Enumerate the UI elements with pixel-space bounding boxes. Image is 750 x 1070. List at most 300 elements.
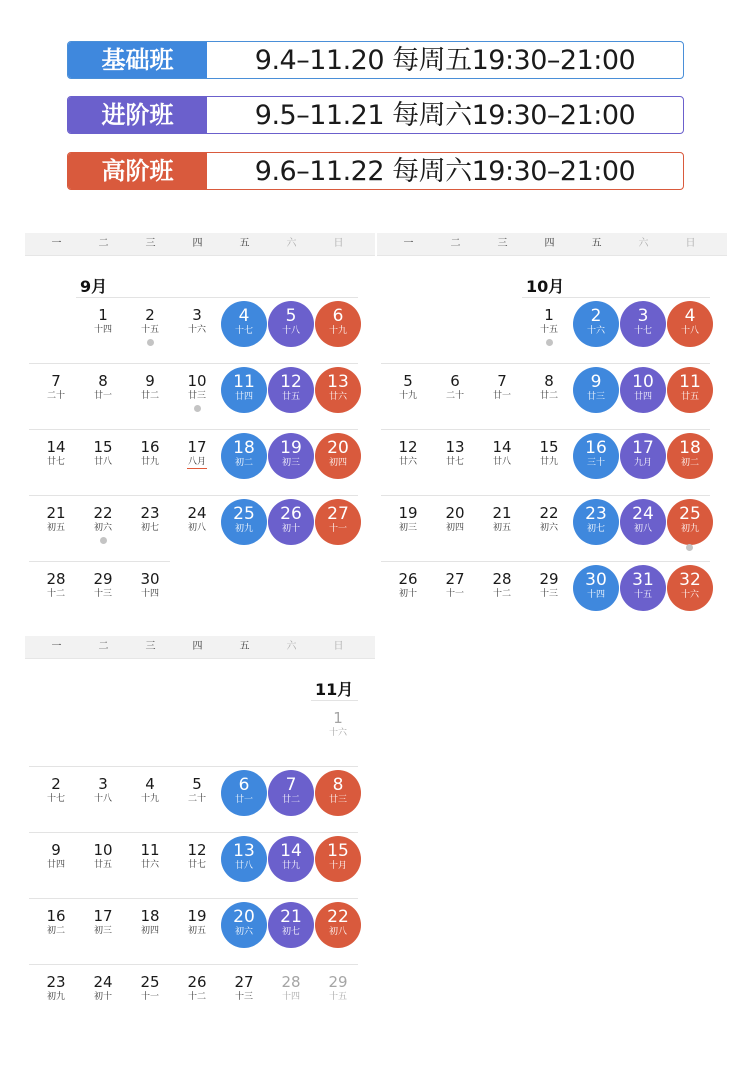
- month-label-october: 10月: [526, 277, 565, 296]
- lunar-date: 初四: [328, 458, 347, 468]
- day-number: 6: [238, 775, 250, 795]
- weekday-label: 一: [403, 238, 414, 249]
- calendar-day[interactable]: [432, 565, 478, 611]
- week-divider: [381, 363, 710, 364]
- calendar-november: [25, 636, 375, 1016]
- day-number: 14: [280, 841, 302, 861]
- day-number: 16: [46, 907, 66, 925]
- day-number: 19: [398, 504, 418, 522]
- day-number: 23: [140, 504, 160, 522]
- schedule-banner-expert: [67, 152, 684, 190]
- calendar-day[interactable]: [174, 301, 220, 347]
- lunar-date: 廿六: [140, 860, 159, 870]
- lunar-date: 十二: [46, 589, 65, 599]
- class-day-red[interactable]: [667, 499, 713, 545]
- day-number: 22: [539, 504, 559, 522]
- day-number: 26: [187, 973, 207, 991]
- calendar-day[interactable]: [315, 968, 361, 1014]
- lunar-date: 廿二: [539, 391, 558, 401]
- week-divider: [29, 561, 170, 562]
- day-number: 25: [233, 504, 255, 524]
- class-day-purple[interactable]: [620, 565, 666, 611]
- weekday-label: 五: [591, 238, 602, 249]
- weekday-label: 六: [286, 641, 297, 652]
- lunar-date: 十六: [187, 325, 206, 335]
- class-day-red[interactable]: [315, 367, 361, 413]
- calendar-day[interactable]: [221, 968, 267, 1014]
- day-number: 2: [145, 306, 155, 324]
- week-divider: [381, 429, 710, 430]
- class-day-blue[interactable]: [221, 499, 267, 545]
- day-number: 4: [238, 306, 250, 326]
- lunar-date: 十四: [140, 589, 159, 599]
- event-dot-icon: [100, 537, 107, 544]
- day-number: 18: [679, 438, 701, 458]
- week-divider: [29, 363, 358, 364]
- day-number: 10: [187, 372, 207, 390]
- week-divider: [29, 766, 358, 767]
- calendar-day[interactable]: [80, 367, 126, 413]
- calendar-day[interactable]: [127, 367, 173, 413]
- day-number: 9: [590, 372, 602, 392]
- day-number: 10: [632, 372, 654, 392]
- lunar-date: 初九: [234, 524, 253, 534]
- class-day-red[interactable]: [667, 367, 713, 413]
- calendar-day[interactable]: [127, 499, 173, 545]
- calendar-day[interactable]: [80, 565, 126, 611]
- calendar-day[interactable]: [33, 902, 79, 948]
- week-divider: [381, 561, 710, 562]
- calendar-september: [25, 233, 375, 603]
- class-day-purple[interactable]: [268, 836, 314, 882]
- week-divider: [29, 429, 358, 430]
- day-number: 17: [93, 907, 113, 925]
- class-day-purple[interactable]: [620, 367, 666, 413]
- class-day-purple[interactable]: [268, 902, 314, 948]
- day-number: 1: [333, 709, 343, 727]
- day-number: 19: [280, 438, 302, 458]
- week-divider: [29, 832, 358, 833]
- lunar-date: 廿四: [46, 860, 65, 870]
- lunar-date: 廿九: [140, 457, 159, 467]
- lunar-date: 十七: [46, 794, 65, 804]
- calendar-day[interactable]: [80, 433, 126, 479]
- day-number: 23: [585, 504, 607, 524]
- calendar-day[interactable]: [174, 499, 220, 545]
- calendar-day[interactable]: [385, 499, 431, 545]
- calendar-day[interactable]: [315, 704, 361, 750]
- day-number: 24: [93, 973, 113, 991]
- lunar-date: 十六: [586, 326, 605, 336]
- lunar-date: 十八: [680, 326, 699, 336]
- day-number: 24: [632, 504, 654, 524]
- event-dot-icon: [147, 339, 154, 346]
- class-day-purple[interactable]: [268, 301, 314, 347]
- calendar-day[interactable]: [127, 902, 173, 948]
- week-divider: [29, 898, 358, 899]
- day-number: 3: [192, 306, 202, 324]
- calendar-day[interactable]: [432, 433, 478, 479]
- day-number: 21: [280, 907, 302, 927]
- calendar-day[interactable]: [526, 301, 572, 347]
- day-number: 25: [140, 973, 160, 991]
- day-number: 14: [46, 438, 66, 456]
- day-number: 6: [450, 372, 460, 390]
- day-number: 10: [93, 841, 113, 859]
- calendar-day[interactable]: [526, 367, 572, 413]
- class-day-blue[interactable]: [221, 770, 267, 816]
- weekday-label: 六: [286, 238, 297, 249]
- calendar-day[interactable]: [526, 433, 572, 479]
- calendar-day[interactable]: [385, 433, 431, 479]
- weekday-header: [25, 233, 375, 256]
- calendar-day[interactable]: [80, 902, 126, 948]
- calendar-day[interactable]: [174, 836, 220, 882]
- day-number: 27: [327, 504, 349, 524]
- lunar-date: 廿七: [187, 860, 206, 870]
- lunar-date: 初七: [140, 523, 159, 533]
- lunar-date: 廿八: [234, 861, 253, 871]
- lunar-date: 廿八: [492, 457, 511, 467]
- day-number: 13: [445, 438, 465, 456]
- day-number: 25: [679, 504, 701, 524]
- day-number: 9: [145, 372, 155, 390]
- class-day-blue[interactable]: [573, 499, 619, 545]
- day-number: 5: [403, 372, 413, 390]
- day-number: 16: [585, 438, 607, 458]
- class-tag-basic: 基础班: [68, 42, 207, 78]
- calendar-day[interactable]: [174, 902, 220, 948]
- calendar-day[interactable]: [80, 301, 126, 347]
- day-number: 18: [233, 438, 255, 458]
- day-number: 12: [280, 372, 302, 392]
- lunar-date: 廿四: [234, 392, 253, 402]
- day-number: 11: [233, 372, 255, 392]
- lunar-date: 廿八: [93, 457, 112, 467]
- lunar-date: 廿四: [633, 392, 652, 402]
- lunar-date: 十六: [680, 590, 699, 600]
- day-number: 6: [332, 306, 344, 326]
- day-number: 7: [285, 775, 297, 795]
- day-number: 17: [187, 438, 207, 456]
- lunar-date: 初十: [281, 524, 300, 534]
- calendar-day[interactable]: [33, 770, 79, 816]
- calendar-day[interactable]: [127, 433, 173, 479]
- calendar-day[interactable]: [127, 836, 173, 882]
- class-day-blue[interactable]: [221, 433, 267, 479]
- lunar-date: 初十: [398, 589, 417, 599]
- lunar-date: 十三: [234, 992, 253, 1002]
- lunar-date: 廿一: [492, 391, 511, 401]
- class-day-blue[interactable]: [573, 301, 619, 347]
- class-day-blue[interactable]: [573, 565, 619, 611]
- weekday-label: 日: [333, 238, 344, 249]
- week-divider: [76, 297, 358, 298]
- class-day-red[interactable]: [667, 565, 713, 611]
- calendar-day[interactable]: [33, 433, 79, 479]
- day-number: 13: [233, 841, 255, 861]
- week-divider: [29, 964, 358, 965]
- lunar-date: 十月: [328, 861, 347, 871]
- class-day-red[interactable]: [315, 301, 361, 347]
- class-time-basic: 9.4–11.20 每周五19:30–21:00: [254, 45, 636, 76]
- class-day-red[interactable]: [667, 301, 713, 347]
- lunar-date: 初二: [234, 458, 253, 468]
- lunar-date: 十五: [539, 325, 558, 335]
- day-number: 28: [492, 570, 512, 588]
- week-divider: [522, 297, 710, 298]
- calendar-day[interactable]: [526, 499, 572, 545]
- day-number: 2: [590, 306, 602, 326]
- class-day-blue[interactable]: [221, 367, 267, 413]
- lunar-date: 九月: [633, 458, 652, 468]
- weekday-header: [377, 233, 727, 256]
- day-number: 30: [585, 570, 607, 590]
- day-number: 24: [187, 504, 207, 522]
- weekday-label: 三: [145, 238, 156, 249]
- lunar-date: 廿三: [328, 795, 347, 805]
- class-time-expert: 9.6–11.22 每周六19:30–21:00: [254, 156, 636, 187]
- calendar-day[interactable]: [432, 499, 478, 545]
- class-day-purple[interactable]: [620, 301, 666, 347]
- day-number: 27: [445, 570, 465, 588]
- day-number: 4: [145, 775, 155, 793]
- calendar-day[interactable]: [479, 565, 525, 611]
- day-number: 31: [632, 570, 654, 590]
- day-number: 2: [51, 775, 61, 793]
- day-number: 8: [544, 372, 554, 390]
- day-number: 15: [327, 841, 349, 861]
- calendar-day[interactable]: [526, 565, 572, 611]
- calendar-day[interactable]: [479, 367, 525, 413]
- calendar-day[interactable]: [385, 367, 431, 413]
- calendar-day[interactable]: [174, 433, 220, 479]
- lunar-date: 初四: [140, 926, 159, 936]
- calendar-day[interactable]: [80, 836, 126, 882]
- lunar-date: 初八: [633, 524, 652, 534]
- day-number: 22: [327, 907, 349, 927]
- day-number: 4: [684, 306, 696, 326]
- class-day-red[interactable]: [315, 836, 361, 882]
- class-day-red[interactable]: [315, 902, 361, 948]
- lunar-date: 十三: [539, 589, 558, 599]
- class-day-purple[interactable]: [268, 367, 314, 413]
- lunar-date: 初四: [445, 523, 464, 533]
- class-day-purple[interactable]: [268, 770, 314, 816]
- lunar-date: 十四: [586, 590, 605, 600]
- day-number: 14: [492, 438, 512, 456]
- class-day-purple[interactable]: [620, 433, 666, 479]
- calendar-day[interactable]: [33, 367, 79, 413]
- calendar-day[interactable]: [127, 301, 173, 347]
- week-divider: [29, 495, 358, 496]
- day-number: 20: [233, 907, 255, 927]
- class-day-red[interactable]: [315, 499, 361, 545]
- day-number: 1: [98, 306, 108, 324]
- lunar-date: 十七: [633, 326, 652, 336]
- lunar-date: 十六: [328, 728, 347, 738]
- calendar-day[interactable]: [432, 367, 478, 413]
- day-number: 3: [637, 306, 649, 326]
- lunar-date: 初三: [93, 926, 112, 936]
- lunar-date: 初七: [281, 927, 300, 937]
- class-day-red[interactable]: [667, 433, 713, 479]
- lunar-date: 初九: [680, 524, 699, 534]
- lunar-date: 初五: [46, 523, 65, 533]
- day-number: 18: [140, 907, 160, 925]
- day-number: 1: [544, 306, 554, 324]
- calendar-day[interactable]: [127, 968, 173, 1014]
- lunar-date: 廿三: [187, 391, 206, 401]
- calendar-day[interactable]: [33, 499, 79, 545]
- class-time-advanced: 9.5–11.21 每周六19:30–21:00: [254, 100, 636, 131]
- day-number: 23: [46, 973, 66, 991]
- lunar-date: 十九: [328, 326, 347, 336]
- class-day-purple[interactable]: [268, 499, 314, 545]
- lunar-date: 十五: [633, 590, 652, 600]
- lunar-date: 廿五: [281, 392, 300, 402]
- day-number: 11: [679, 372, 701, 392]
- schedule-banner-basic: [67, 41, 684, 79]
- class-day-purple[interactable]: [268, 433, 314, 479]
- lunar-date: 初二: [46, 926, 65, 936]
- day-number: 7: [497, 372, 507, 390]
- weekday-label: 一: [51, 641, 62, 652]
- weekday-label: 四: [192, 641, 203, 652]
- weekday-label: 三: [145, 641, 156, 652]
- lunar-date: 十二: [187, 992, 206, 1002]
- lunar-date: 十五: [140, 325, 159, 335]
- day-number: 27: [234, 973, 254, 991]
- day-number: 13: [327, 372, 349, 392]
- weekday-label: 五: [239, 238, 250, 249]
- lunar-date: 八月: [187, 457, 206, 467]
- weekday-label: 五: [239, 641, 250, 652]
- day-number: 29: [539, 570, 559, 588]
- lunar-date: 廿七: [46, 457, 65, 467]
- calendar-day[interactable]: [479, 499, 525, 545]
- day-number: 20: [327, 438, 349, 458]
- calendar-day[interactable]: [174, 968, 220, 1014]
- class-day-blue[interactable]: [573, 433, 619, 479]
- day-number: 5: [285, 306, 297, 326]
- lunar-date: 十二: [492, 589, 511, 599]
- lunar-date: 廿三: [586, 392, 605, 402]
- class-day-red[interactable]: [315, 770, 361, 816]
- weekday-label: 一: [51, 238, 62, 249]
- lunar-date: 初八: [328, 927, 347, 937]
- day-number: 29: [328, 973, 348, 991]
- lunar-date: 十九: [140, 794, 159, 804]
- day-number: 32: [679, 570, 701, 590]
- calendar-day[interactable]: [127, 770, 173, 816]
- calendar-day[interactable]: [33, 565, 79, 611]
- month-label-november: 11月: [315, 680, 354, 699]
- event-dot-icon: [546, 339, 553, 346]
- day-number: 26: [280, 504, 302, 524]
- weekday-label: 三: [497, 238, 508, 249]
- day-number: 29: [93, 570, 113, 588]
- class-day-blue[interactable]: [221, 301, 267, 347]
- weekday-label: 二: [98, 641, 109, 652]
- lunar-date: 二十: [46, 391, 65, 401]
- weekday-header: [25, 636, 375, 659]
- lunar-date: 初三: [281, 458, 300, 468]
- lunar-date: 初七: [586, 524, 605, 534]
- class-day-red[interactable]: [315, 433, 361, 479]
- day-number: 28: [46, 570, 66, 588]
- day-number: 12: [398, 438, 418, 456]
- weekday-label: 四: [544, 238, 555, 249]
- event-dot-icon: [686, 544, 693, 551]
- lunar-date: 三十: [586, 458, 605, 468]
- lunar-date: 十三: [93, 589, 112, 599]
- calendar-day[interactable]: [479, 433, 525, 479]
- day-number: 19: [187, 907, 207, 925]
- calendar-day[interactable]: [268, 968, 314, 1014]
- class-day-blue[interactable]: [573, 367, 619, 413]
- lunar-date: 十一: [445, 589, 464, 599]
- calendar-day[interactable]: [80, 968, 126, 1014]
- calendar-day[interactable]: [80, 499, 126, 545]
- lunar-date: 初五: [492, 523, 511, 533]
- calendar-day[interactable]: [174, 367, 220, 413]
- day-number: 28: [281, 973, 301, 991]
- calendar-day[interactable]: [385, 565, 431, 611]
- week-divider: [311, 700, 358, 701]
- calendar-october: [377, 233, 727, 613]
- day-number: 7: [51, 372, 61, 390]
- calendar-day[interactable]: [33, 836, 79, 882]
- calendar-day[interactable]: [33, 968, 79, 1014]
- lunar-date: 廿五: [680, 392, 699, 402]
- lunar-date: 初八: [187, 523, 206, 533]
- day-number: 8: [98, 372, 108, 390]
- lunar-date: 廿九: [281, 861, 300, 871]
- calendar-day[interactable]: [174, 770, 220, 816]
- event-dot-icon: [194, 405, 201, 412]
- lunar-date: 廿五: [93, 860, 112, 870]
- day-number: 9: [51, 841, 61, 859]
- lunar-date: 廿九: [539, 457, 558, 467]
- month-label-september: 9月: [80, 277, 108, 296]
- lunar-month-underline: [187, 468, 207, 469]
- day-number: 3: [98, 775, 108, 793]
- calendar-day[interactable]: [127, 565, 173, 611]
- lunar-date: 廿二: [281, 795, 300, 805]
- day-number: 21: [46, 504, 66, 522]
- class-day-purple[interactable]: [620, 499, 666, 545]
- class-day-blue[interactable]: [221, 902, 267, 948]
- weekday-label: 六: [638, 238, 649, 249]
- lunar-date: 初六: [93, 523, 112, 533]
- calendar-day[interactable]: [80, 770, 126, 816]
- day-number: 15: [539, 438, 559, 456]
- lunar-date: 十八: [93, 794, 112, 804]
- class-day-blue[interactable]: [221, 836, 267, 882]
- weekday-label: 日: [685, 238, 696, 249]
- lunar-date: 十一: [140, 992, 159, 1002]
- day-number: 17: [632, 438, 654, 458]
- weekday-label: 日: [333, 641, 344, 652]
- lunar-date: 二十: [445, 391, 464, 401]
- day-number: 5: [192, 775, 202, 793]
- lunar-date: 十八: [281, 326, 300, 336]
- lunar-date: 初六: [234, 927, 253, 937]
- day-number: 16: [140, 438, 160, 456]
- lunar-date: 十四: [281, 992, 300, 1002]
- lunar-date: 廿六: [328, 392, 347, 402]
